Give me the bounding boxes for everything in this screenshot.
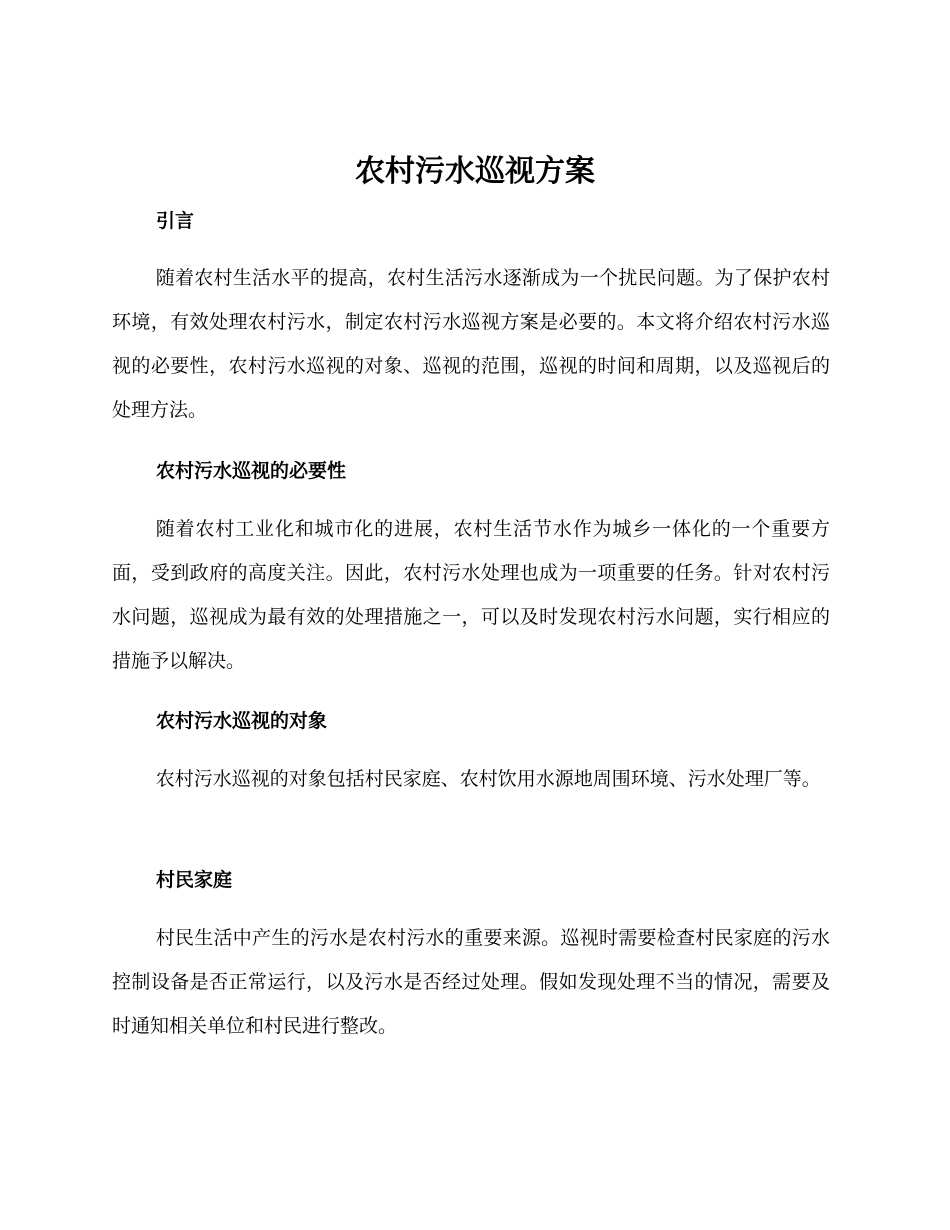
section-heading-inspection-objects: 农村污水巡视的对象: [156, 710, 328, 732]
section-heading-introduction: 引言: [156, 210, 195, 232]
section-paragraph-households: 村民生活中产生的污水是农村污水的重要来源。巡视时需要检查村民家庭的污水控制设备是否正常运行，以及污水是否经过处理。假如发现处理不当的情况，需要及时通知相关单位和村民进行整改。: [112, 927, 830, 1037]
section-paragraph-introduction: 随着农村生活水平的提高，农村生活污水逐渐成为一个扰民问题。为了保护农村环境，有效处理农村污水，制定农村污水巡视方案是必要的。本文将介绍农村污水巡视的必要性，农村污水巡视的对象、巡视的范围，巡视的时间和周期，以及巡视后的处理方法。: [112, 267, 830, 421]
page-title: 农村污水巡视方案: [355, 154, 595, 189]
section-paragraph-inspection-objects: 农村污水巡视的对象包括村民家庭、农村饮用水源地周围环境、污水处理厂等。: [155, 768, 821, 790]
section-paragraph-necessity: 随着农村工业化和城市化的进展，农村生活节水作为城乡一体化的一个重要方面，受到政府的高度关注。因此，农村污水处理也成为一项重要的任务。针对农村污水问题，巡视成为最有效的处理措施之一，可以及时发现农村污水问题，实行相应的措施予以解决。: [112, 518, 830, 672]
section-heading-necessity: 农村污水巡视的必要性: [156, 460, 347, 482]
section-heading-households: 村民家庭: [156, 869, 233, 891]
